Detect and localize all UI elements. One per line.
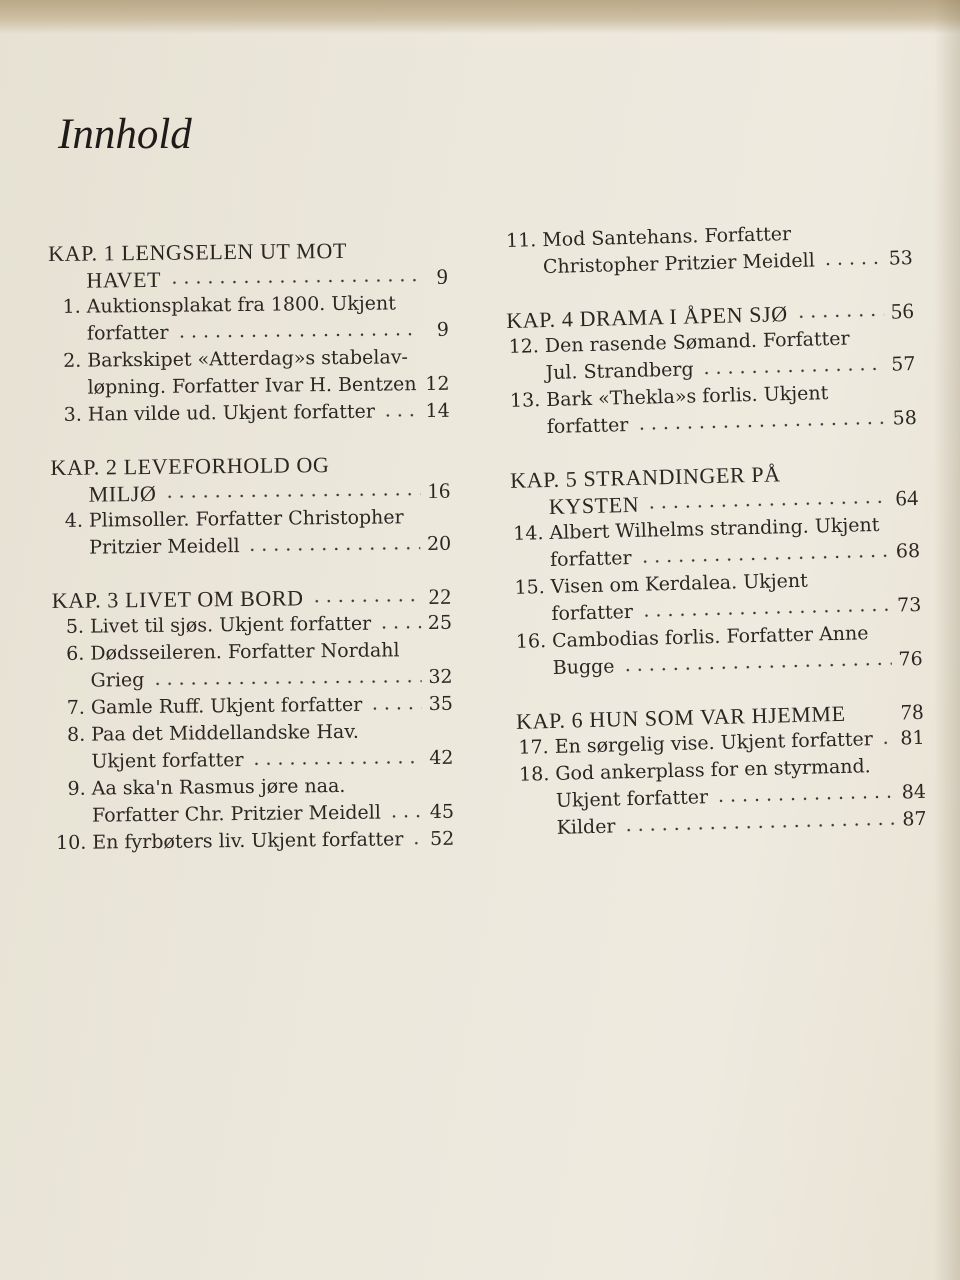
dot-leader <box>880 740 894 746</box>
entry-title: Bugge <box>552 655 615 679</box>
dot-leader <box>635 420 885 432</box>
entry-title: Grieg <box>90 669 145 692</box>
entry-title: Kilder <box>556 815 616 839</box>
page-number: 9 <box>436 318 450 341</box>
page-number: 32 <box>428 665 453 689</box>
entry-title: Den rasende Sømand. Forfatter <box>544 327 850 358</box>
toc-entry-line <box>49 317 449 348</box>
entry-title: En sørgelig vise. Ukjent forfatter <box>554 728 874 758</box>
chapter-heading <box>52 583 452 614</box>
dot-leader <box>247 545 420 553</box>
entry-indent <box>519 842 557 843</box>
chapter-heading <box>48 236 448 267</box>
dot-leader <box>701 366 885 376</box>
page-number: 9 <box>436 263 449 289</box>
chapter-title: KAP. 4 DRAMA I ÅPEN SJØ <box>505 301 789 333</box>
entry-title: Mod Santehans. Forfatter <box>542 222 792 252</box>
entry-title: Paa det Middellandske Hav. <box>91 720 359 746</box>
page-number: 84 <box>901 780 927 804</box>
chapter-heading <box>48 263 448 294</box>
entry-number: 17. <box>518 736 549 759</box>
chapter-title: MILJØ <box>88 480 157 507</box>
entry-number: 15. <box>514 576 546 599</box>
toc-entry-line <box>54 772 454 803</box>
page-number: 53 <box>888 247 914 270</box>
toc-entry-line <box>52 664 452 695</box>
page-number: 42 <box>429 746 454 770</box>
entry-title: forfatter <box>546 414 629 439</box>
page-top-edge <box>0 0 960 34</box>
page-title: Innhold <box>58 111 192 158</box>
entry-title: Plimsoller. Forfatter Christopher <box>88 506 404 532</box>
entry-number: 2. <box>63 349 82 372</box>
page-shadow <box>934 0 960 1280</box>
page-number: 78 <box>900 698 925 725</box>
entry-title: Ukjent forfatter <box>91 748 244 773</box>
page-number: 58 <box>892 406 918 430</box>
page-number: 35 <box>428 692 453 716</box>
page-number: 87 <box>902 807 927 831</box>
dot-leader <box>369 705 421 712</box>
page-number: 22 <box>428 583 452 610</box>
dot-leader <box>378 624 421 630</box>
page-number: 64 <box>895 484 920 511</box>
toc-entry-line <box>51 504 451 535</box>
dot-leader <box>640 607 890 619</box>
entry-title: Bark «Thekla»s forlis. Ukjent <box>545 382 829 412</box>
toc-section <box>516 698 927 843</box>
entry-title: Aa ska'n Rasmus jøre naa. <box>91 774 346 800</box>
page-number: 16 <box>427 477 451 504</box>
dot-leader <box>311 597 422 604</box>
entry-title: forfatter <box>549 546 632 571</box>
toc-entry-line <box>54 799 454 830</box>
toc-section <box>50 450 451 562</box>
dot-leader <box>622 661 892 674</box>
entry-number: 11. <box>505 229 537 252</box>
toc-column-left <box>48 236 455 882</box>
toc-entry-line <box>49 371 449 402</box>
chapter-title: KAP. 5 STRANDINGER PÅ <box>509 461 781 493</box>
entry-title: En fyrbøters liv. Ukjent forfatter <box>92 828 404 854</box>
toc-section <box>510 457 923 683</box>
entry-number: 7. <box>66 696 86 719</box>
page-number: 81 <box>900 726 925 750</box>
entry-number: 12. <box>508 335 540 358</box>
entry-title: Albert Wilhelms stranding. Ukjent <box>549 513 880 544</box>
page-number: 68 <box>895 539 921 563</box>
toc-entry-line <box>52 610 452 641</box>
entry-title: God ankerplass for en styrmand. <box>555 755 871 785</box>
toc-column-right <box>504 218 928 868</box>
entry-number: 16. <box>515 630 547 653</box>
toc-entry-line <box>53 691 453 722</box>
dot-leader <box>410 840 423 846</box>
dot-leader <box>795 312 884 320</box>
dot-leader <box>639 553 889 565</box>
entry-number: 3. <box>63 403 82 426</box>
dot-leader <box>168 277 419 286</box>
dot-leader <box>151 678 421 687</box>
page-number: 25 <box>427 611 453 635</box>
dot-leader <box>623 821 896 834</box>
dot-leader <box>163 491 420 500</box>
dot-leader <box>822 260 882 267</box>
entry-number: 8. <box>66 723 86 746</box>
entry-number: 5. <box>65 615 85 638</box>
toc-entry-line <box>49 344 449 375</box>
dot-leader <box>251 759 423 767</box>
toc-entry-line <box>53 745 453 776</box>
entry-title: Han vilde ud. Ukjent forfatter <box>87 400 376 426</box>
entry-title: Gamle Ruff. Ukjent forfatter <box>90 693 363 719</box>
chapter-title: KAP. 3 LIVET OM BORD <box>51 585 304 613</box>
entry-title: Barkskipet «Atterdag»s stabelav- <box>87 346 409 372</box>
entry-title: forfatter <box>551 600 634 625</box>
chapter-title: HAVET <box>86 266 162 293</box>
entry-indent <box>509 441 547 442</box>
entry-title: løpning. Forfatter Ivar H. Bentzen <box>87 373 417 399</box>
page-number: 73 <box>896 593 922 617</box>
dot-leader <box>388 813 423 819</box>
page-number: 20 <box>426 532 452 556</box>
page-number: 52 <box>429 827 455 851</box>
entry-indent <box>505 281 543 282</box>
entry-title: Forfatter Chr. Pritzier Meidell <box>91 801 382 827</box>
entry-title: Livet til sjøs. Ukjent forfatter <box>89 612 372 638</box>
toc-entry-line <box>51 531 451 562</box>
entry-number: 10. <box>55 831 87 854</box>
toc-section <box>48 236 450 429</box>
dot-leader <box>646 499 888 511</box>
entry-title: Auktionsplakat fra 1800. Ukjent <box>86 292 396 318</box>
chapter-heading <box>50 450 450 481</box>
toc-entry-line <box>50 398 450 429</box>
entry-number: 4. <box>64 509 84 532</box>
entry-title: Christopher Pritzier Meidell <box>542 249 816 279</box>
page-number: 45 <box>429 800 455 824</box>
toc-entry-line <box>54 826 454 857</box>
toc-section <box>506 297 917 442</box>
chapter-title: KYSTEN <box>548 491 640 519</box>
dot-leader <box>176 331 421 340</box>
dot-leader <box>715 794 895 804</box>
page-number: 76 <box>898 647 923 671</box>
chapter-title: KAP. 1 LENGSELEN UT MOT <box>48 237 348 266</box>
entry-title: Visen om Kerdalea. Ukjent <box>550 569 808 598</box>
entry-title: Ukjent forfatter <box>555 786 709 812</box>
entry-number: 6. <box>66 642 85 665</box>
entry-number: 9. <box>67 777 86 800</box>
entry-title: forfatter <box>86 321 169 345</box>
toc-section <box>52 583 455 857</box>
toc-section <box>504 218 913 282</box>
entry-number: 1. <box>62 295 81 318</box>
entry-title: Jul. Strandberg <box>545 358 694 385</box>
page-number: 57 <box>890 352 916 376</box>
toc-entry-line <box>53 718 453 749</box>
entry-indent <box>515 682 553 683</box>
entry-title: Pritzier Meidell <box>89 535 240 559</box>
chapter-title: KAP. 2 LEVEFORHOLD OG <box>50 452 330 480</box>
chapter-title: KAP. 6 HUN SOM VAR HJEMME <box>515 700 846 734</box>
page-number: 12 <box>425 372 450 396</box>
dot-leader <box>382 412 419 418</box>
page-number: 56 <box>890 298 915 324</box>
page-number: 14 <box>425 399 450 423</box>
entry-title: Dødsseileren. Forfatter Nordahl <box>90 639 400 665</box>
entry-number: 13. <box>509 389 541 412</box>
entry-number: 14. <box>512 522 544 545</box>
toc-entry-line <box>52 637 452 668</box>
chapter-heading <box>51 477 451 508</box>
toc-entry-line <box>49 290 449 321</box>
entry-number: 18. <box>518 763 550 786</box>
entry-title: Cambodias forlis. Forfatter Anne <box>551 622 869 652</box>
